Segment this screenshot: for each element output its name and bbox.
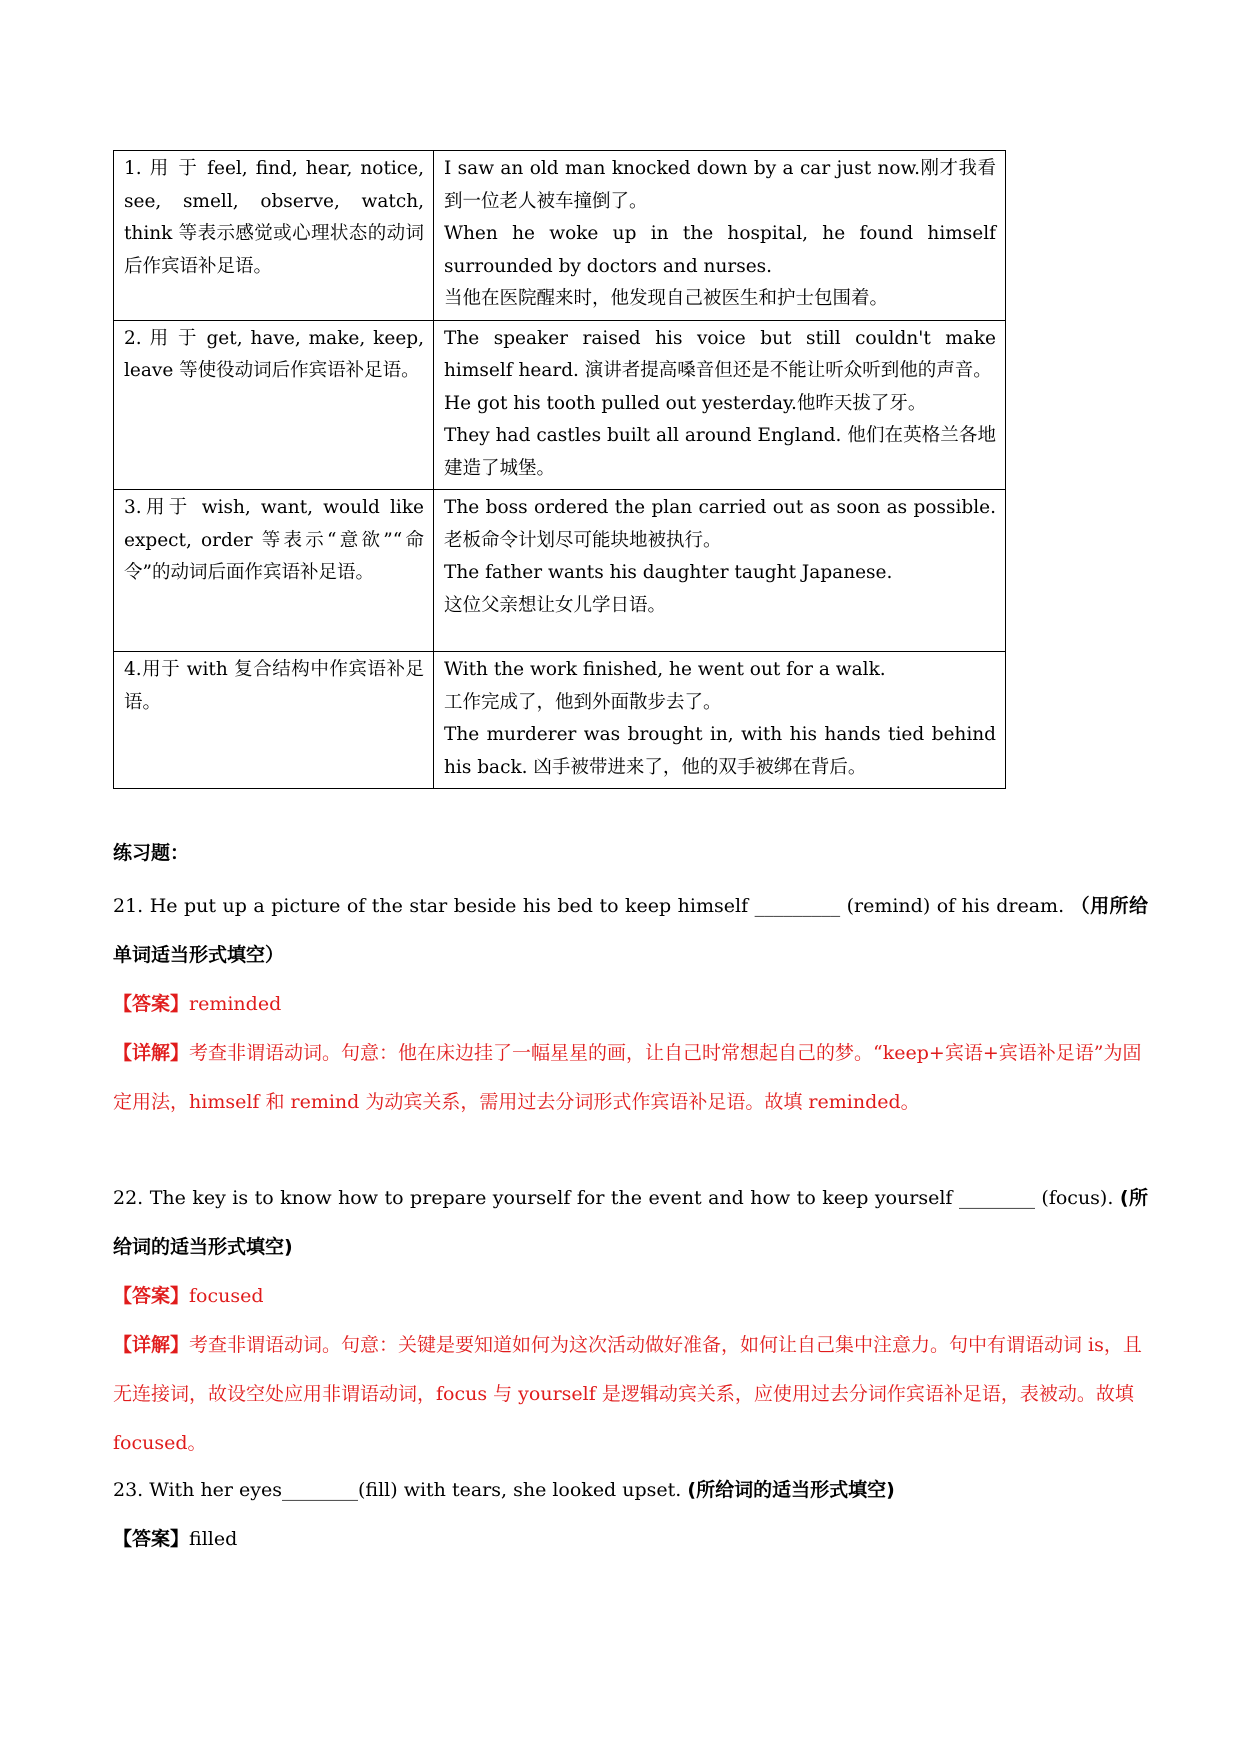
- rule-cell: 4.用于 with 复合结构中作宾语补足语。: [114, 652, 434, 789]
- example-line: The speaker raised his voice but still couldn't make himself heard. 演讲者提高嗓音但还是不能让听众听到他的声音。: [444, 327, 996, 381]
- answer-line: [113, 980, 1148, 1029]
- table-row: [114, 320, 1006, 490]
- question-stem: 21. He put up a picture of the star beside his bed to keep himself _________ (remind) of his dream.: [113, 895, 1065, 917]
- detail-body: 考查非谓语动词。句意：他在床边挂了一幅星星的画，让自己时常想起自己的梦。“keep+宾语+宾语补足语”为固定用法，himself 和 remind 为动宾关系，需用过去分词形式作宾语补足语。故填 reminded。: [113, 1042, 1142, 1113]
- question-text: [113, 1174, 1148, 1272]
- question-stem: 23. With her eyes________(fill) with tears, she looked upset.: [113, 1479, 682, 1501]
- answer-line: [113, 1515, 1148, 1564]
- example-cell: [434, 490, 1006, 652]
- example-line: The boss ordered the plan carried out as soon as possible. 老板命令计划尽可能块地被执行。: [444, 497, 996, 551]
- detail-text: [113, 1321, 1148, 1468]
- answer-tag: 【答案】: [113, 1285, 190, 1307]
- answer-tag: 【答案】: [113, 993, 190, 1015]
- example-line: The murderer was brought in, with his hands tied behind his back. 凶手被带进来了，他的双手被绑在背后。: [444, 724, 996, 778]
- example-line: 工作完成了，他到外面散步去了。: [444, 691, 722, 713]
- example-cell: [434, 151, 1006, 321]
- example-line: The father wants his daughter taught Japanese.: [444, 562, 893, 583]
- question-text: [113, 1466, 1148, 1515]
- section-title: 练习题：: [113, 842, 190, 864]
- rule-cell: 3.用于 wish, want, would like expect, order 等表示“意欲”“命令”的动词后面作宾语补足语。: [114, 490, 434, 652]
- example-line: 当他在医院醒来时，他发现自己被医生和护士包围着。: [444, 288, 889, 309]
- example-line: 这位父亲想让女儿学日语。: [444, 594, 667, 616]
- table-row: [114, 151, 1006, 321]
- table-row: [114, 490, 1006, 652]
- question-text: [113, 882, 1148, 980]
- example-line: With the work finished, he went out for a walk.: [444, 659, 886, 680]
- question-block-22: [113, 1174, 1148, 1468]
- rule-cell: 1. 用 于 feel, find, hear, notice, see, smell, observe, watch, think 等表示感觉或心理状态的动词后作宾语补足语。: [114, 151, 434, 321]
- example-cell: [434, 320, 1006, 490]
- grammar-table: [113, 150, 1006, 789]
- example-line: He got his tooth pulled out yesterday.他昨天拔了牙。: [444, 392, 927, 414]
- question-instruction: （用所给单词适当形式填空）: [113, 895, 1148, 966]
- question-stem: 22. The key is to know how to prepare yourself for the event and how to keep yourself ________ (focus).: [113, 1187, 1114, 1209]
- table-row: [114, 652, 1006, 789]
- answer-text: filled: [189, 1528, 238, 1550]
- answer-text: reminded: [189, 993, 282, 1015]
- example-line: They had castles built all around England. 他们在英格兰各地建造了城堡。: [444, 425, 996, 479]
- answer-line: [113, 1272, 1148, 1321]
- detail-tag: 【详解】: [113, 1042, 190, 1064]
- detail-text: [113, 1029, 1148, 1127]
- rule-cell: 2. 用 于 get, have, make, keep, leave 等使役动词后作宾语补足语。: [114, 320, 434, 490]
- question-block-21: [113, 882, 1148, 1127]
- question-instruction: (所给词的适当形式填空): [687, 1479, 895, 1501]
- example-line: When he woke up in the hospital, he found himself surrounded by doctors and nurses.: [444, 223, 996, 277]
- example-line: I saw an old man knocked down by a car just now.刚才我看到一位老人被车撞倒了。: [444, 158, 996, 212]
- answer-tag: 【答案】: [113, 1528, 190, 1550]
- question-instruction: (所给词的适当形式填空): [113, 1187, 1148, 1258]
- example-cell: [434, 652, 1006, 789]
- detail-tag: 【详解】: [113, 1334, 190, 1356]
- answer-text: focused: [189, 1285, 264, 1307]
- question-block-23: [113, 1466, 1148, 1564]
- detail-body: 考查非谓语动词。句意：关键是要知道如何为这次活动做好准备，如何让自己集中注意力。句中有谓语动词 is，且无连接词，故设空处应用非谓语动词，focus 与 yourself 是逻辑动宾关系，应使用过去分词作宾语补足语，表被动。故填 focused。: [113, 1334, 1142, 1454]
